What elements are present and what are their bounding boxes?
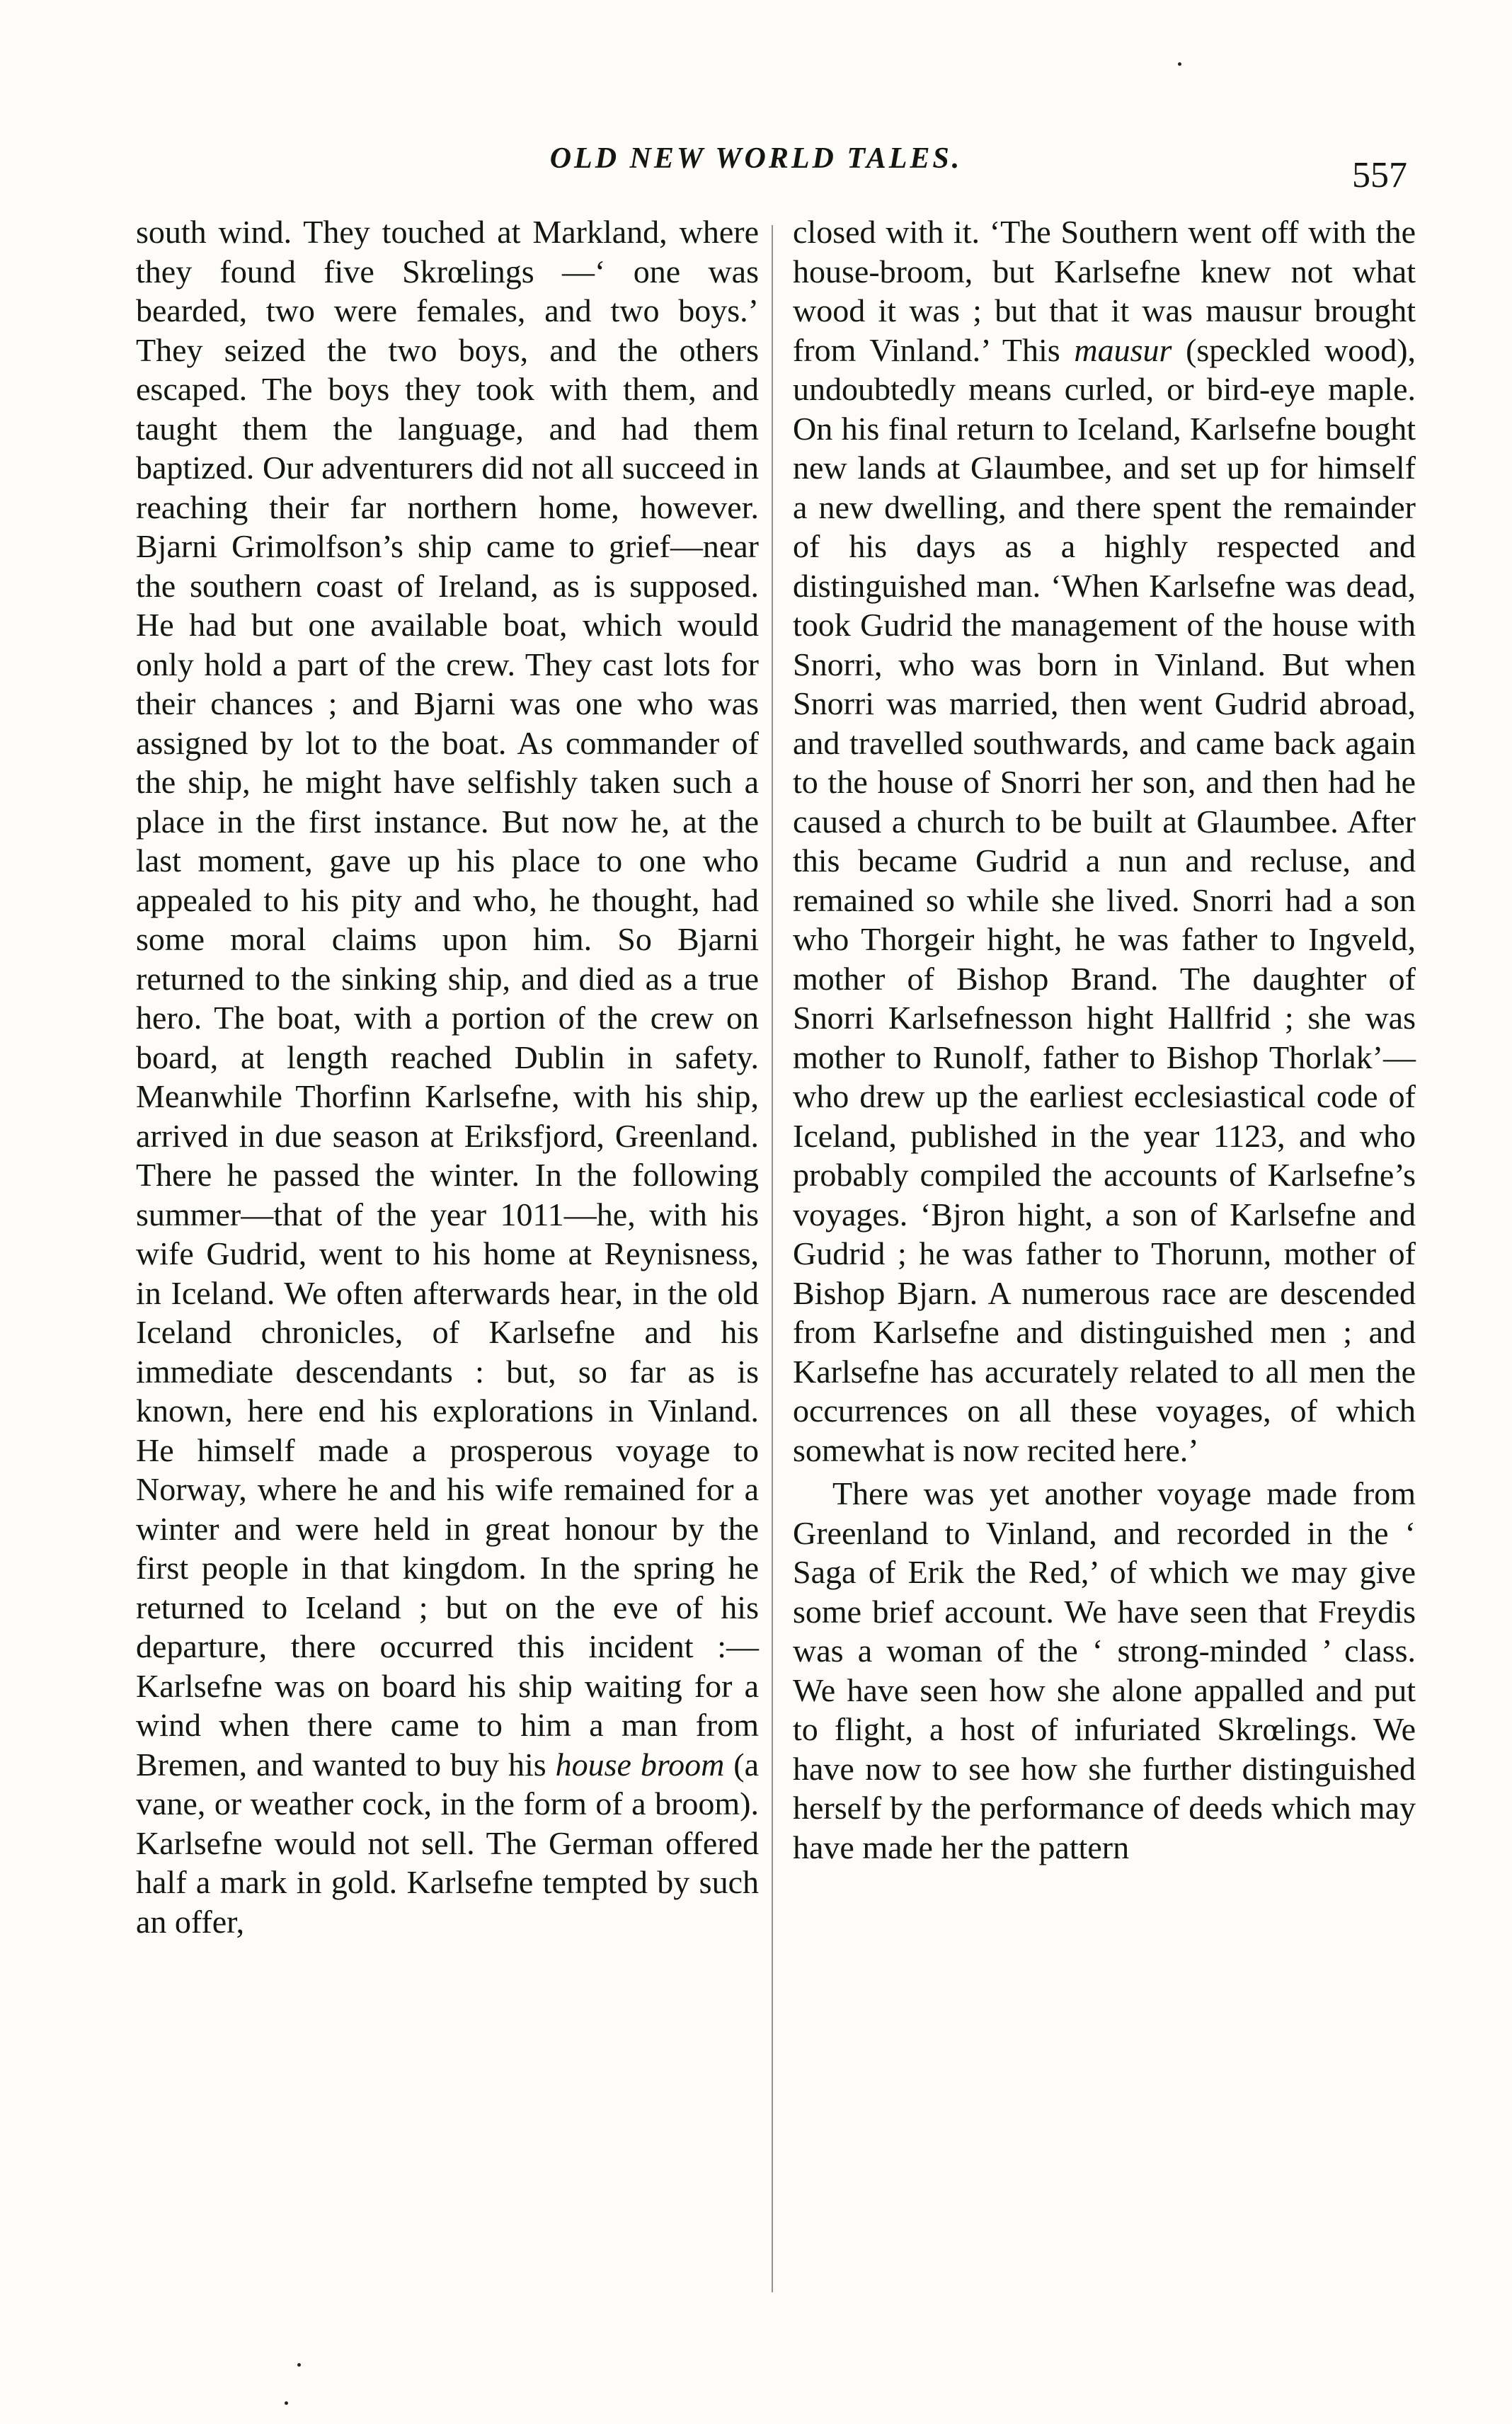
- right-paragraph-1-end: (speckled wood), undoubtedly means curled, or bird-eye maple. On his final return to Iceland, Karlsefne bought new lands at Glaumbee, and set up for himself a new dwelling, and there spent the remainder of his days as a highly respected and distinguished man. ‘When Karlsefne was dead, took Gudrid the management of the house with Snorri, who was born in Vinland. But when Snorri was married, then went Gudrid abroad, and travelled southwards, and came back again to the house of Snorri her son, and then had he caused a church to be built at Glaumbee. After this became Gudrid a nun and recluse, and remained so while she lived. Snorri had a son who Thorgeir hight, he was father to Ingveld, mother of Bishop Brand. The daughter of Snorri Karlsefnesson hight Hallfrid ; she was mother to Runolf, father to Bishop Thorlak’— who drew up the earliest ecclesiastical code of Iceland, published in the year 1123, and who probably compiled the accounts of Karlsefne’s voyages. ‘Bjron hight, a son of Karlsefne and Gudrid ; he was father to Thorunn, mother of Bishop Bjarn. A numerous race are descended from Karlsefne and distinguished men ; and Karlsefne has accurately related to all men the occurrences on all these voyages, of which somewhat is now recited here.’: [793, 331, 1416, 1468]
- page-number: 557: [1352, 155, 1407, 195]
- column-divider: [772, 225, 773, 2292]
- right-paragraph-2: There was yet another voyage made from Greenland to Vinland, and recorded in the ‘ Saga of Erik the Red,’ of which we may give some brief account. We have seen that Freydis was a woman of the ‘ strong-minded ’ class. We have seen how she alone appalled and put to flight, a host of infuriated Skrœlings. We have now to see how she further distinguished herself by the performance of deeds which may have made her the pattern: [793, 1475, 1416, 1865]
- left-paragraph-end: (a vane, or weather cock, in the form of a broom). Karlsefne would not sell. The German offered half a mark in gold. Karlsefne tempted by such an offer,: [136, 1746, 760, 1940]
- right-paragraph-1: [793, 212, 1416, 1470]
- left-column: [136, 212, 759, 1941]
- left-paragraph-text: south wind. They touched at Markland, where they found five Skrœlings —‘ one was bearded, two were females, and two boys.’ They seized the two boys, and the others escaped. The boys they took with them, and taught them the language, and had them baptized. Our adventurers did not all succeed in reaching their far northern home, however. Bjarni Grimolfson’s ship came to grief—near the southern coast of Ireland, as is supposed. He had but one available boat, which would only hold a part of the crew. They cast lots for their chances ; and Bjarni was one who was assigned by lot to the boat. As commander of the ship, he might have selfishly taken such a place in the first instance. But now he, at the last moment, gave up his place to one who appealed to his pity and who, he thought, had some moral claims upon him. So Bjarni returned to the sinking ship, and died as a true hero. The boat, with a portion of the crew on board, at length reached Dublin in safety. Meanwhile Thorfinn Karlsefne, with his ship, arrived in due season at Eriksfjord, Greenland. There he passed the winter. In the following summer—that of the year 1011—he, with his wife Gudrid, went to his home at Reynisness, in Iceland. We often afterwards hear, in the old Iceland chronicles, of Karlsefne and his immediate descendants : but, so far as is known, here end his explorations in Vinland. He himself made a prosperous voyage to Norway, where he and his wife remained for a winter and were held in great honour by the first people in that kingdom. In the spring he returned to Iceland ; but on the eve of his departure, there occurred this incident :— Karlsefne was on board his ship waiting for a wind when there came to him a man from Bremen, and wanted to buy his: [136, 214, 759, 1783]
- speck-mark: [285, 2401, 288, 2405]
- right-paragraph-1-start: closed with it. ‘The Southern went off with the house-broom, but Karlsefne knew not what wood it was ; but that it was mausur brought from Vinland.’ This: [793, 214, 1416, 368]
- speck-mark: [1178, 62, 1181, 66]
- speck-mark: [297, 2363, 301, 2367]
- right-column: [793, 212, 1416, 1867]
- left-paragraph: [136, 212, 759, 1941]
- emphasis-house-broom: house broom: [555, 1746, 725, 1783]
- running-title: OLD NEW WORLD TALES.: [549, 142, 963, 175]
- emphasis-mausur: mausur: [1074, 331, 1172, 368]
